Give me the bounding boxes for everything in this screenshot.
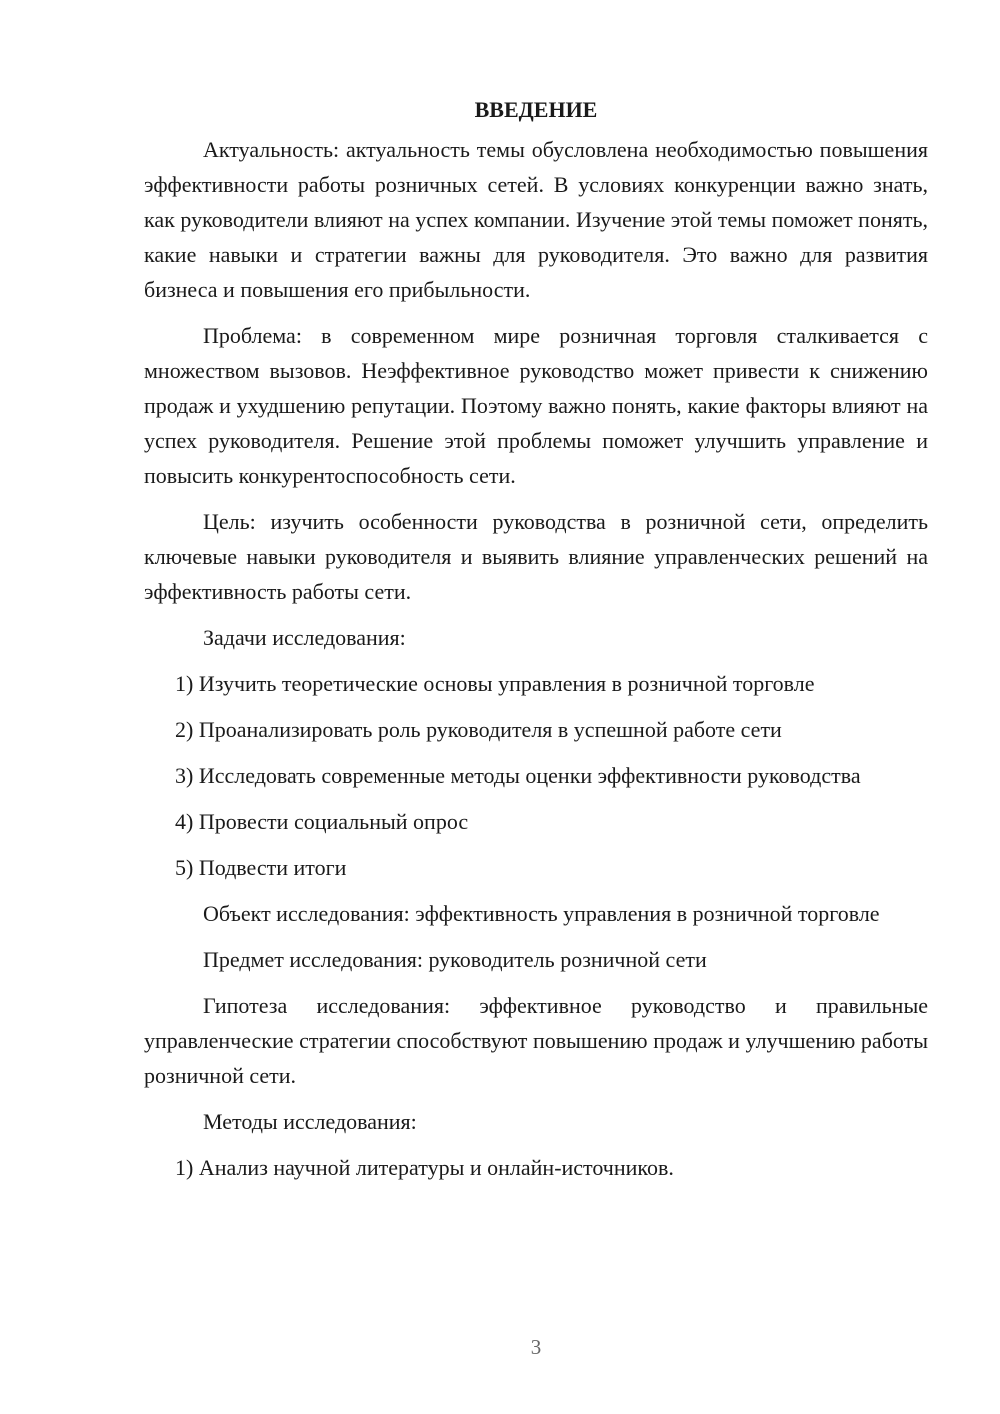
task-item-3: 3) Исследовать современные методы оценки эффективности руководства xyxy=(175,763,861,788)
object-paragraph: Объект исследования: эффективность управления в розничной торговле xyxy=(203,901,880,926)
document-heading: ВВЕДЕНИЕ xyxy=(474,97,598,122)
goal-paragraph: Цель: изучить особенности руководства в розничной сети, определить ключевые навыки руководителя и выявить влияние управленческих решений на эффективность работы сети. xyxy=(144,509,928,604)
subject-paragraph: Предмет исследования: руководитель розничной сети xyxy=(203,947,707,972)
relevance-paragraph: Актуальность: актуальность темы обусловлена необходимостью повышения эффективности работы розничных сетей. В условиях конкуренции важно знать, как руководители влияют на успех компании. Изучение этой темы поможет понять, какие навыки и стратегии важны для руководителя. Это важно для развития бизнеса и повышения его прибыльности. xyxy=(144,137,928,302)
hypothesis-paragraph: Гипотеза исследования: эффективное руководство и правильные управленческие стратегии способствуют повышению продаж и улучшению работы розничной сети. xyxy=(144,993,928,1088)
task-item-5: 5) Подвести итоги xyxy=(175,855,347,880)
task-item-4: 4) Провести социальный опрос xyxy=(175,809,469,834)
problem-paragraph: Проблема: в современном мире розничная торговля сталкивается с множеством вызовов. Неэффективное руководство может привести к снижению продаж и ухудшению репутации. Поэтому важно понять, какие факторы влияют на успех руководителя. Решение этой проблемы поможет улучшить управление и повысить конкурентоспособность сети. xyxy=(144,323,928,488)
page-number: 3 xyxy=(530,1335,542,1359)
document-page xyxy=(144,92,928,1196)
tasks-title: Задачи исследования: xyxy=(203,625,406,650)
method-item-1: 1) Анализ научной литературы и онлайн-источников. xyxy=(175,1155,674,1180)
task-item-2: 2) Проанализировать роль руководителя в успешной работе сети xyxy=(175,717,782,742)
methods-title: Методы исследования: xyxy=(203,1109,417,1134)
task-item-1: 1) Изучить теоретические основы управления в розничной торговле xyxy=(175,671,815,696)
